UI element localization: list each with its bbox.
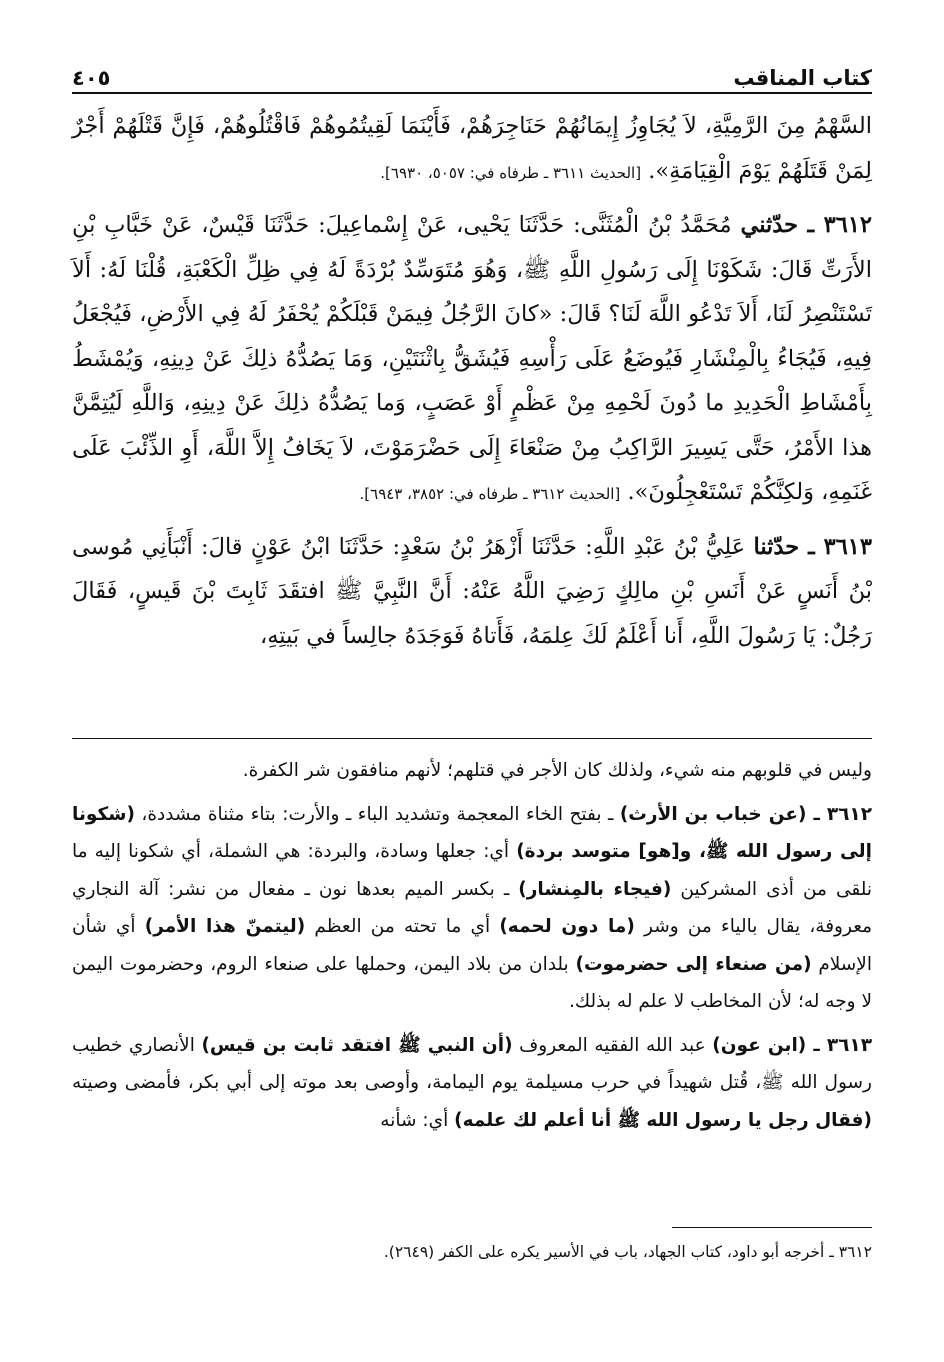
commentary-quote: (ليتمنّ هذا الأمر) — [144, 916, 306, 937]
commentary-text: أي شأن الإسلام — [72, 916, 872, 975]
commentary-quote: (أن النبي ﷺ افتقد ثابت بن قيس) — [201, 1034, 513, 1056]
commentary-3612 — [72, 796, 872, 1021]
page-number: ٤٠٥ — [72, 66, 111, 90]
commentary-lead: ٣٦١٢ ـ (عن خباب بن الأرث) — [619, 803, 872, 825]
commentary-quote: (من صنعاء إلى حضرموت) — [575, 953, 812, 975]
commentary-lead: ٣٦١٣ ـ (ابن عون) — [712, 1034, 872, 1056]
commentary-text: ـ بكسر الميم بعدها نون ـ مفعال من نشر: آلة النجاري معروفة، يقال بالياء من وشر — [72, 878, 873, 937]
commentary-para — [72, 752, 872, 790]
hadith-text-body: عَلِيُّ بْنُ عَبْدِ اللَّهِ: حَدَّثَنَا أَزْهَرُ بْنُ سَعْدٍ: حَدَّثَنَا ابْنُ عَوْنٍ قالَ: أَنْبَأَنِي مُوسى بْنُ أَنَسٍ عَنْ أَنَسِ بْنِ مالِكٍ رَضِيَ اللَّهُ عَنْهُ: أَنَّ النَّبِيَّ ﷺ افتقَدَ ثَابِتَ بْنَ قَيسٍ، فَقَالَ رَجُلٌ: يَا رَسُولَ اللَّهِ، أَنا أَعْلَمُ لَكَ عِلمَهُ، فَأَتاهُ فَوَجَدَهُ جالِساً في بَيتِهِ، — [72, 533, 872, 649]
commentary-quote: (فقال رجل يا رسول الله ﷺ أنا أعلم لك علمه) — [454, 1109, 872, 1131]
hadith-text-body: مُحَمَّدُ بْنُ الْمُثَنَّى: حَدَّثَنَا يَحْيى، عَنْ إِسْماعِيلَ: حَدَّثَنَا قَيْسٌ، عَنْ خَبَّابِ بْنِ الأَرَتِّ قَالَ: شَكَوْنَا إِلَى رَسُولِ اللَّهِ ﷺ، وَهُوَ مُتَوَسِّدٌ بُرْدَةً لَهُ فِي ظِلِّ الْكَعْبَةِ، قُلْنَا لَهُ: أَلاَ تَسْتَنْصِرُ لَنَا، أَلاَ تَدْعُو اللَّهَ لَنَا؟ قَالَ: «كانَ الرَّجُلُ فِيمَنْ قَبْلَكُمْ يُحْفَرُ لَهُ فِي الأَرْضِ، فَيُجْعَلُ فِيهِ، فَيُجَاءُ بِالْمِنْشَارِ فَيُوضَعُ عَلَى رَأْسِهِ فَيُشَقُّ بِاثْنَتَيْنِ، وَمَا يَصُدُّهُ ذلِكَ عَنْ دِينِهِ، وَيُمْشَطُ بِأَمْشَاطِ الْحَدِيدِ ما دُونَ لَحْمِهِ مِنْ عَظْمٍ أَوْ عَصَبٍ، وَما يَصُدُّهُ ذلِكَ عَنْ دِينِهِ، وَاللَّهِ لَيُتِمَّنَّ هذا الأَمْرُ، حَتَّى يَسِيرَ الرَّاكِبُ مِنْ صَنْعَاءَ إِلَى حَضْرَمَوْتَ، لاَ يَخَافُ إِلاَّ اللَّهَ، أَوِ الذِّئْبَ عَلَى غَنَمِهِ، وَلكِنَّكُمْ تَسْتَعْجِلُونَ». — [72, 212, 872, 505]
commentary-text: بلدان من بلاد اليمن، وحملها على صنعاء الروم، وحضرموت اليمن لا وجه له؛ لأن المخاطب لا علم له بذلك. — [72, 953, 872, 1012]
footnote: ٣٦١٢ ـ أخرجه أبو داود، كتاب الجهاد، باب في الأسير يكره على الكفر (٢٦٤٩). — [383, 1243, 872, 1261]
commentary-text: أي ما تحته من العظم — [314, 916, 491, 937]
hadith-number: ٣٦١٢ ـ حدّثني — [740, 212, 872, 238]
commentary-text: وليس في قلوبهم منه شيء، ولذلك كان الأجر في قتلهم؛ لأنهم منافقون شر الكفرة. — [242, 760, 872, 781]
section-divider — [72, 738, 872, 739]
commentary-quote: (فيجاء بالمِنشار) — [518, 878, 672, 900]
hadith-reference: [الحديث ٣٦١١ ـ طرفاه في: ٥٠٥٧، ٦٩٣٠]. — [380, 163, 642, 182]
header-rule — [72, 92, 872, 94]
hadith-3612 — [72, 203, 872, 517]
commentary-text: ـ بفتح الخاء المعجمة وتشديد الباء ـ والأرت: بتاء مثناة مشددة، — [141, 803, 614, 825]
commentary-text: أي: جعلها وسادة، والبردة: هي الشملة، أي شكونا إليه ما نلقى من أذى المشركين — [72, 841, 872, 900]
hadith-number: ٣٦١٣ ـ حدّثنا — [753, 533, 872, 560]
hadith-text-body: السَّهْمُ مِنَ الرَّمِيَّةِ، لاَ يُجَاوِزُ إِيمَانُهُمْ حَنَاجِرَهُمْ، فَأَيْنَمَا لَقِيتُمُوهُمْ فَاقْتُلُوهُمْ، فَإِنَّ قَتْلَهُمْ أَجْرٌ لِمَنْ قَتَلَهُمْ يَوْمَ الْقِيَامَةِ». — [72, 113, 872, 184]
commentary-quote: (شكونا إلى رسول الله ﷺ، و[هو] متوسد بردة) — [72, 803, 872, 862]
footnote-rule — [672, 1227, 872, 1228]
hadith-text — [72, 104, 872, 666]
hadith-reference: [الحديث ٣٦١٢ ـ طرفاه في: ٣٨٥٢، ٦٩٤٣]. — [359, 485, 621, 503]
commentary-text: الأنصاري خطيب رسول الله ﷺ، قُتل شهيداً في حرب مسيلمة يوم اليمامة، وأوصى بعد موته إلى أبي بكر، فأمضى وصيته — [72, 1034, 872, 1093]
commentary-text: أي: شأنه — [380, 1109, 449, 1131]
commentary-quote: (ما دون لحمه) — [499, 916, 635, 937]
hadith-3613 — [72, 525, 872, 659]
commentary-text: عبد الله الفقيه المعروف — [519, 1034, 706, 1056]
hadith-3611-end — [72, 104, 872, 195]
commentary — [72, 752, 872, 1145]
page-header — [72, 50, 872, 90]
book-title: كتاب المناقب — [733, 66, 872, 90]
commentary-3613 — [72, 1027, 872, 1140]
